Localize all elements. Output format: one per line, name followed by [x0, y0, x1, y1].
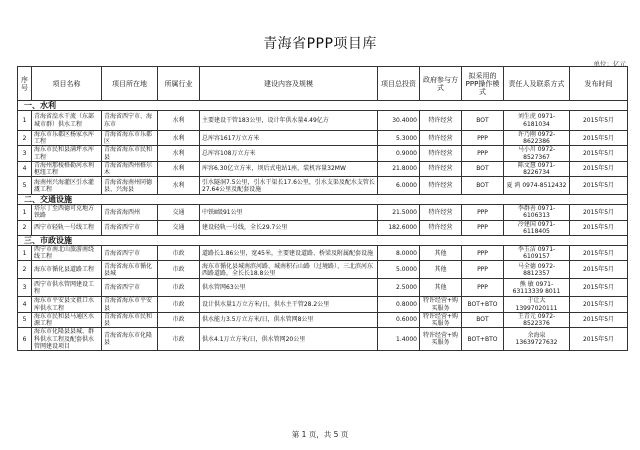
table-row — [18, 261, 628, 279]
table-row — [18, 220, 628, 235]
header-gov-method: 政府参与方式 — [420, 67, 462, 101]
row-name: 西宁市轻轨一号线工程 — [32, 220, 102, 235]
row-location: 青海省海西州 — [102, 205, 158, 220]
row-industry: 市政 — [158, 297, 200, 312]
row-name: 西宁市南北山旅游南绕线工程 — [32, 246, 102, 261]
row-gov-method: 其他 — [420, 246, 462, 261]
row-contact: 李玉洁 0971-6109157 — [504, 246, 570, 261]
header-release: 发布时间 — [570, 67, 628, 101]
row-investment: 0.8000 — [378, 297, 420, 312]
section-label: 一、水利 — [18, 101, 628, 111]
row-ppp-mode: BOT+BTO — [462, 328, 504, 351]
row-ppp-mode: BOT — [462, 312, 504, 327]
table-row — [18, 161, 628, 176]
row-release: 2015年5月 — [570, 297, 628, 312]
row-contact: 冷建国 0971-6118405 — [504, 220, 570, 235]
row-ppp-mode: BOT — [462, 111, 504, 131]
row-gov-method: 特许经营 — [420, 161, 462, 176]
row-gov-method: 特许经营 — [420, 177, 462, 195]
row-release: 2015年5月 — [570, 111, 628, 131]
header-location: 项目所在地 — [102, 67, 158, 101]
row-location: 青海省海东市民和县 — [102, 312, 158, 327]
row-gov-method: 特许经营 — [420, 146, 462, 161]
table-row — [18, 279, 628, 297]
row-location: 青海省海南州同德县、兴海县 — [102, 177, 158, 195]
row-location: 青海省海东市化隆县 — [102, 328, 158, 351]
row-ppp-mode: BOT — [462, 177, 504, 195]
row-investment: 5.3000 — [378, 131, 420, 146]
table-header-row — [18, 67, 628, 101]
row-content: 供水管网63公里 — [200, 279, 378, 297]
row-investment: 5.0000 — [378, 261, 420, 279]
row-ppp-mode: PPP — [462, 146, 504, 161]
page-footer: 第 1 页，共 5 页 — [291, 430, 349, 439]
header-content: 建设内容及规模 — [200, 67, 378, 101]
row-release: 2015年5月 — [570, 205, 628, 220]
row-seq: 1 — [18, 111, 32, 131]
row-name: 海东市循化县道路工程 — [32, 261, 102, 279]
row-release: 2015年5月 — [570, 220, 628, 235]
row-name: 塔尔丁至西德可克地方铁路 — [32, 205, 102, 220]
row-investment: 1.4000 — [378, 328, 420, 351]
row-seq: 2 — [18, 261, 32, 279]
row-name: 海南州兴海灌区引水灌溉工程 — [32, 177, 102, 195]
row-seq: 1 — [18, 205, 32, 220]
row-contact: 马全德 0972-8812357 — [504, 261, 570, 279]
row-release: 2015年5月 — [570, 328, 628, 351]
row-gov-method: 特许经营 — [420, 205, 462, 220]
row-content: 主要建设干管183公里，设计年供水量4.49亿方 — [200, 111, 378, 131]
section-row — [18, 101, 628, 111]
row-industry: 水利 — [158, 111, 200, 131]
table-row — [18, 131, 628, 146]
row-seq: 1 — [18, 246, 32, 261]
row-release: 2015年5月 — [570, 177, 628, 195]
row-investment: 182.6000 — [378, 220, 420, 235]
row-industry: 水利 — [158, 161, 200, 176]
row-release: 2015年5月 — [570, 161, 628, 176]
row-release: 2015年5月 — [570, 131, 628, 146]
row-ppp-mode: PPP — [462, 205, 504, 220]
row-ppp-mode: BOT+BTO — [462, 297, 504, 312]
row-industry: 交通 — [158, 220, 200, 235]
row-content: 引水隧洞7.5公里，引水干渠长17.6公里，引水支渠及配水支管长27.64公里及配套设施 — [200, 177, 378, 195]
row-gov-method: 特许经营 — [420, 131, 462, 146]
table-row — [18, 177, 628, 195]
row-seq: 3 — [18, 146, 32, 161]
row-investment: 21.5000 — [378, 205, 420, 220]
row-seq: 6 — [18, 328, 32, 351]
row-content: 供水能力3.5万立方米/日，供水管网8公里 — [200, 312, 378, 327]
row-content: 海东市循化县城南滨河路、城南积石山路（过境路）、三北滨河东西路道路，全长长18.8公里 — [200, 261, 378, 279]
row-content: 中铁Ⅱ级91公里 — [200, 205, 378, 220]
section-label: 三、市政设施 — [18, 236, 628, 246]
row-contact: 陈文慧 0971-8226734 — [504, 161, 570, 176]
row-ppp-mode: PPP — [462, 131, 504, 146]
row-location: 青海省海东市乐都区 — [102, 131, 158, 146]
row-industry: 交通 — [158, 205, 200, 220]
section-row — [18, 195, 628, 205]
row-seq: 4 — [18, 161, 32, 176]
row-contact: 熊 敏 0971-63113339 8011 — [504, 279, 570, 297]
row-name: 青海州那棱格勒河水利枢纽工程 — [32, 161, 102, 176]
row-location: 青海省海西州格尔木 — [102, 161, 158, 176]
row-name: 海东市平安县文祖口水库供水工程 — [32, 297, 102, 312]
row-industry: 市政 — [158, 261, 200, 279]
row-content: 总库容108万立方米 — [200, 146, 378, 161]
row-location: 青海省海东市循化县城 — [102, 261, 158, 279]
row-name: 海东市化隆县县城、群科供水工程及配套供水管网建设项目 — [32, 328, 102, 351]
row-location: 青海省西宁市 — [102, 220, 158, 235]
ppp-project-table — [17, 66, 628, 351]
row-investment: 8.0000 — [378, 246, 420, 261]
row-ppp-mode: PPP — [462, 279, 504, 297]
page-title: 青海省PPP项目库 — [263, 36, 377, 52]
row-name: 西宁市供水管网建设工程 — [32, 279, 102, 297]
row-gov-method: 特许经营+购买服务 — [420, 312, 462, 327]
table-row — [18, 328, 628, 351]
row-gov-method: 特许经营 — [420, 111, 462, 131]
row-industry: 水利 — [158, 177, 200, 195]
row-name: 海东市乐都区杨家水库工程 — [32, 131, 102, 146]
row-content: 建设轻轨一号线，全长29.7公里 — [200, 220, 378, 235]
row-release: 2015年5月 — [570, 246, 628, 261]
row-industry: 水利 — [158, 146, 200, 161]
row-content: 总库容1617万立方米 — [200, 131, 378, 146]
row-seq: 4 — [18, 297, 32, 312]
row-content: 供水4.1万立方米/日，供水管网20公里 — [200, 328, 378, 351]
table-row — [18, 246, 628, 261]
table-row — [18, 205, 628, 220]
header-seq: 序号 — [18, 67, 32, 101]
row-release: 2015年5月 — [570, 312, 628, 327]
row-ppp-mode: PPP — [462, 246, 504, 261]
row-name: 海东市民和县满坪水库工程 — [32, 146, 102, 161]
row-investment: 0.9000 — [378, 146, 420, 161]
row-seq: 2 — [18, 131, 32, 146]
row-industry: 市政 — [158, 246, 200, 261]
row-contact: 余海泉 13639727632 — [504, 328, 570, 351]
row-gov-method: 其他 — [420, 261, 462, 279]
row-release: 2015年5月 — [570, 279, 628, 297]
row-contact: 李群善 0971-6106313 — [504, 205, 570, 220]
row-release: 2015年5月 — [570, 261, 628, 279]
row-contact: 刘生虎 0971-6181034 — [504, 111, 570, 131]
row-investment: 2.5000 — [378, 279, 420, 297]
row-seq: 5 — [18, 312, 32, 327]
row-investment: 0.6000 — [378, 312, 420, 327]
header-industry: 所属行业 — [158, 67, 200, 101]
row-contact: 夏 鸿 0974-8512432 — [504, 177, 570, 195]
row-investment: 30.4000 — [378, 111, 420, 131]
row-ppp-mode: PPP — [462, 261, 504, 279]
table-body — [18, 101, 628, 351]
row-seq: 2 — [18, 220, 32, 235]
header-ppp-mode: 拟采用的PPP操作模式 — [462, 67, 504, 101]
row-release: 2015年5月 — [570, 146, 628, 161]
row-content: 道路长1.86公里，宽45米，主要建设道路、桥梁及附属配套设施 — [200, 246, 378, 261]
row-industry: 市政 — [158, 312, 200, 327]
row-content: 设计供水量1万立方米/日，供水主干管28.2公里 — [200, 297, 378, 312]
row-industry: 市政 — [158, 279, 200, 297]
row-contact: 马小川 0972-8527367 — [504, 146, 570, 161]
row-investment: 6.0000 — [378, 177, 420, 195]
header-contact: 责任人及联系方式 — [504, 67, 570, 101]
header-investment: 项目总投资 — [378, 67, 420, 101]
row-industry: 市政 — [158, 328, 200, 351]
row-content: 库容6.30亿立方米，坝后式电站1座，装机容量32MW — [200, 161, 378, 176]
table-row — [18, 297, 628, 312]
row-location: 青海省西宁市、海东市 — [102, 111, 158, 131]
row-seq: 3 — [18, 279, 32, 297]
table-row — [18, 146, 628, 161]
row-industry: 水利 — [158, 131, 200, 146]
row-gov-method: 特许经营+购买服务 — [420, 328, 462, 351]
section-row — [18, 236, 628, 246]
row-contact: 许乃刚 0972-8622386 — [504, 131, 570, 146]
table-row — [18, 111, 628, 131]
row-gov-method: 特许经营 — [420, 220, 462, 235]
row-contact: 王青元 0972-8522376 — [504, 312, 570, 327]
row-location: 青海省西宁市 — [102, 246, 158, 261]
table-row — [18, 312, 628, 327]
row-ppp-mode: BOT — [462, 161, 504, 176]
row-seq: 5 — [18, 177, 32, 195]
row-investment: 21.8000 — [378, 161, 420, 176]
row-location: 青海省西宁市 — [102, 279, 158, 297]
row-contact: 于让大 13997020111 — [504, 297, 570, 312]
row-location: 青海省海东市平安县 — [102, 297, 158, 312]
row-ppp-mode: PPP — [462, 220, 504, 235]
unit-label: 单位：亿元 — [593, 60, 626, 68]
row-location: 青海省海东市民和县 — [102, 146, 158, 161]
row-gov-method: 特许经营+购买服务 — [420, 297, 462, 312]
row-name: 海东市民和县马通区水源工程 — [32, 312, 102, 327]
header-name: 项目名称 — [32, 67, 102, 101]
section-label: 二、交通设施 — [18, 195, 628, 205]
row-gov-method: 其他 — [420, 279, 462, 297]
row-name: 青海省湟水干流（东部城市群）供水工程 — [32, 111, 102, 131]
